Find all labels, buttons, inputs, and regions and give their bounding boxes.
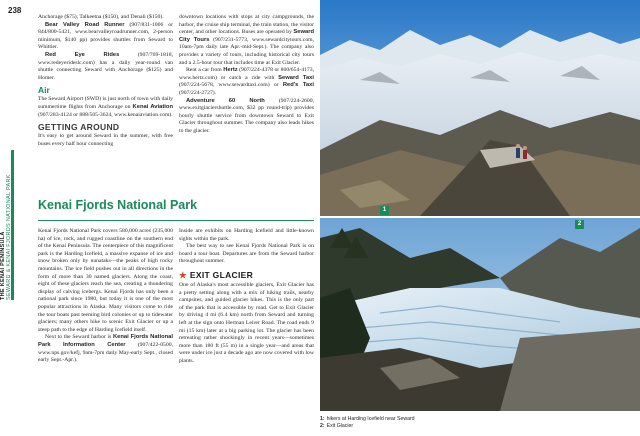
business-name: Seward City Tours (179, 29, 314, 43)
section-title: Kenai Fjords National Park (38, 198, 198, 212)
business-name: Adventure 60 North (186, 97, 265, 104)
side-tab (0, 150, 16, 300)
paragraph (179, 14, 314, 67)
photo-badge-2: 2 (575, 220, 584, 229)
paragraph (179, 67, 314, 97)
paragraph (38, 96, 173, 119)
subheading-exit-glacier (179, 270, 314, 281)
caption-text: hikers at Harding Icefield near Seward (326, 416, 415, 422)
business-name: Kenai Fjords National Park Information Center (38, 334, 173, 348)
paragraph-text: Next to the Seward harbor is (45, 334, 113, 341)
column-top-right (179, 14, 314, 136)
column-top-left (38, 14, 173, 148)
business-name: Red's Taxi (282, 82, 314, 89)
photo-harding-icefield-art (320, 0, 640, 216)
paragraph: One of Alaska's most accessible glaciers, Exit Glacier has a pretty setting along with a mix of hiking trails, nearby campsites, and guided glacier hikes. This is the only part of the park that is accessible by road. Get to Exit Glacier by driving 4 mi (6.4 km) north from Seward and turning left at the sign onto Herman Leirer Road. The road ends 9 mi (15 km) later at a big parking lot. The glacier has been retreating rather shockingly in recent years—sometimes more than 180 ft (55 m) in a single year—and areas that were under ice just a decade ago are now covered with low plants. (179, 281, 314, 364)
paragraph-text: (907/224-4378 or 800/654-4173, www.hertz.com) or catch a ride with (179, 67, 314, 81)
column-bottom-right (179, 228, 314, 366)
caption-text: Exit Glacier (326, 422, 354, 429)
paragraph-text: (907/231-5773, www.sewardcitytours.com, 10am-7pm daily late Apr.-mid-Sept.). The company also provides a variety of tours, including historical city tours and a 2.5-hour tour that includes time at Exit Glacier. (179, 36, 315, 66)
column-bottom-left (38, 228, 173, 365)
side-tab-line2: SEWARD & KENAI FJORDS NATIONAL PARK (6, 174, 12, 300)
caption-number: 1: (320, 416, 325, 422)
paragraph (38, 52, 173, 82)
paragraph: Anchorage ($75), Talkeetna ($150), and Denali ($150). (38, 14, 164, 20)
title-divider (38, 220, 314, 221)
paragraph (179, 98, 314, 136)
subheading-air: Air (38, 85, 50, 96)
business-name: Kenai Aviation (132, 103, 173, 110)
business-name: Red Eye Rides (45, 51, 120, 58)
paragraph: The best way to see Kenai Fjords National Park is on board a tour boat. Departures are from the Seward harbor throughout summer. (179, 243, 314, 265)
caption-2 (320, 423, 415, 430)
subheading-getting-around: GETTING AROUND (38, 122, 120, 133)
star-icon: ★ (179, 269, 187, 280)
paragraph-text: (907/769-1818, www.redeyerideslc.com) has a daily year-round van shuttle connecting Seward with Anchorage ($125) and Homer. (38, 51, 173, 81)
side-tab-line1: THE KENAI PENINSULA (0, 231, 6, 300)
business-name: Hertz (223, 67, 238, 74)
paragraph-text: (907/224-5678, www.sewardtaxi.com) or (179, 82, 283, 89)
caption-number: 2: (320, 422, 325, 429)
photo-badge-1: 1 (380, 206, 389, 215)
paragraph-text: The Seward Airport (SWD) is just north of town with daily summertime flights from Anchorage on (38, 96, 173, 110)
paragraph-text: (907/422-0500, www.nps.gov/kefj, 9am-7pm daily May-early Sept., closed early Sept.-Apr.). (38, 341, 173, 364)
photo-exit-glacier (320, 218, 640, 411)
paragraph-text: (907/224-2727). (179, 89, 217, 96)
paragraph: Kenai Fjords National Park covers 580,000 acres (235,000 ha) of ice, rock, and rugged coastline on the southern end of the Kenai Peninsula. The centerpiece of this magnificent park is the Harding Icefield, a massive expanse of ice and snow broken only by nunataks—the peaks of high rocky mountains. The ice field pushes out in all directions in the form of more than 30 named glaciers. Along the coast, eight of these glaciers reach the sea, creating a thundering display of calving icebergs. Kenai Fjords has only been a national park since 1980, but today it is one of the most popular attractions in Alaska. Many visitors come to ride the tour boats past teeming bird colonies or up to tidewater glaciers; many others hike to scenic Exit Glacier or up a steep path to the edge of Harding Icefield itself. (38, 228, 173, 333)
paragraph: Inside are exhibits on Harding Icefield and little-known sights within the park. (179, 228, 314, 242)
paragraph (38, 334, 173, 364)
paragraph (38, 22, 173, 52)
page-number: 238 (8, 6, 22, 15)
paragraph-text: (907/831-1006 or 844/800-5421, www.bearvalleyroadrunner.com, 2-person minimum, $140 pp) provides shuttles from Seward to Whittier. (38, 21, 173, 51)
subheading-text: EXIT GLACIER (189, 269, 254, 280)
photo-exit-glacier-art (320, 218, 640, 411)
paragraph-text: (907/283-4124 or 888/505-3624, www.kenaiaviation.com). (38, 111, 173, 118)
business-name: Bear Valley Road Runner (45, 21, 125, 28)
paragraph-text: downtown locations with stops at city campgrounds, the harbor, the cruise ship terminal, the train station, the visitor center, and other locations. Buses are operated by (179, 14, 314, 36)
photo-harding-icefield (320, 0, 640, 216)
business-name: Seward Taxi (278, 74, 315, 81)
paragraph-text: Rent a car from (186, 67, 224, 74)
photo-captions (320, 416, 415, 429)
side-tab-text (0, 174, 12, 300)
paragraph-text: (907/224-2600, www.exitglaciershuttle.com, $32 pp round-trip) provides hourly shuttle service from downtown Seward to Exit Glacier throughout summer. The company also leads hikes to the glacier. (179, 97, 314, 134)
paragraph: It's easy to get around Seward in the summer, with free buses every half hour connecting (38, 133, 173, 147)
